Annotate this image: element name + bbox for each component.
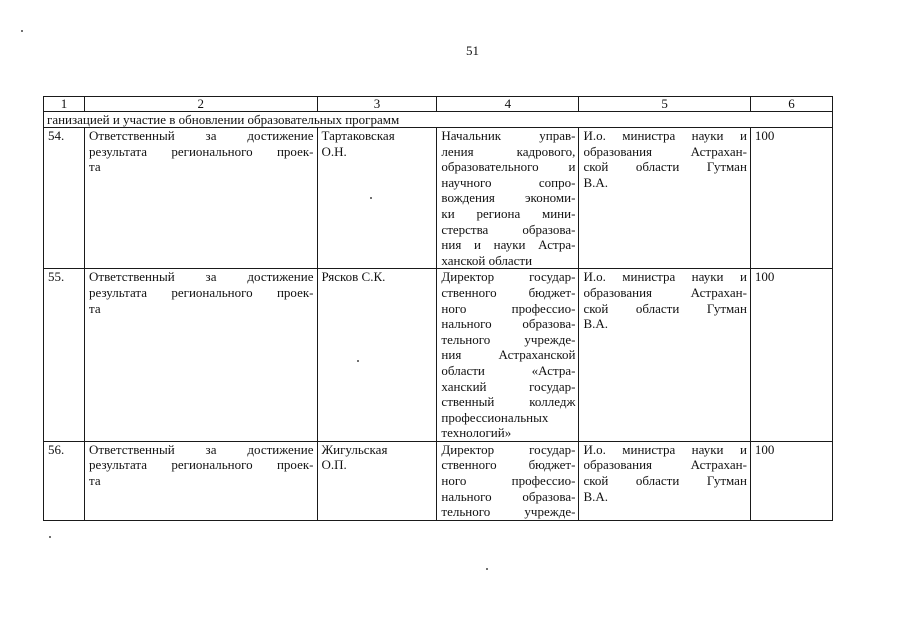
position-line: ственного бюджет-	[441, 284, 576, 300]
responsibility-cell	[85, 128, 317, 269]
supervisor-cell	[579, 128, 750, 269]
person-line: Рясков С.К.	[321, 269, 386, 285]
position-line: тельного учрежде-	[441, 504, 576, 520]
responsibility-line: результата регионального проек-	[89, 284, 314, 300]
supervisor-line: ской области Гутман	[583, 159, 747, 175]
supervisor-line: В.А.	[583, 316, 608, 332]
percent-cell: 100	[750, 441, 832, 520]
position-line: Директор государ-	[441, 441, 576, 457]
position-line: ханский государ-	[441, 378, 576, 394]
responsibility-cell	[85, 441, 317, 520]
position-line: профессиональных	[441, 409, 549, 425]
responsibility-line: та	[89, 300, 101, 316]
position-line: ления кадрового,	[441, 143, 576, 159]
scan-speck	[21, 30, 23, 32]
table-row	[44, 441, 833, 520]
position-line: ного профессио-	[441, 300, 576, 316]
position-line: ственного бюджет-	[441, 457, 576, 473]
supervisor-line: И.о. министра науки и	[583, 128, 747, 143]
supervisor-line: образования Астрахан-	[583, 457, 747, 473]
person-line: О.Н.	[321, 143, 347, 159]
supervisor-cell	[579, 269, 750, 442]
person-cell	[317, 269, 437, 442]
scan-speck	[370, 197, 372, 199]
responsibility-line: та	[89, 159, 101, 175]
column-header: 5	[579, 97, 750, 112]
supervisor-line: образования Астрахан-	[583, 284, 747, 300]
position-line: ханской области	[441, 252, 533, 268]
position-line: Директор государ-	[441, 269, 576, 285]
position-line: области «Астра-	[441, 362, 576, 378]
scan-speck	[49, 536, 51, 538]
responsibility-line: та	[89, 473, 101, 489]
position-line: ки региона мини-	[441, 205, 576, 221]
position-line: ния и науки Астра-	[441, 237, 576, 253]
supervisor-line: И.о. министра науки и	[583, 441, 747, 457]
responsibility-line: результата регионального проек-	[89, 457, 314, 473]
page-number: 51	[466, 43, 479, 58]
column-header: 4	[437, 97, 579, 112]
column-header: 6	[750, 97, 832, 112]
person-line: Жигульская	[321, 441, 388, 457]
position-line: нального образова-	[441, 316, 576, 332]
table-row	[44, 128, 833, 269]
row-number: 54.	[44, 128, 85, 269]
position-line: образовательного и	[441, 159, 576, 175]
position-cell	[437, 128, 579, 269]
position-line: ния Астраханской	[441, 347, 576, 363]
responsibility-line: результата регионального проек-	[89, 143, 314, 159]
supervisor-line: ской области Гутман	[583, 300, 747, 316]
responsibility-line: Ответственный за достижение	[89, 441, 314, 457]
supervisor-line: И.о. министра науки и	[583, 269, 747, 285]
document-table	[43, 96, 833, 521]
position-line: нального образова-	[441, 488, 576, 504]
responsibility-cell	[85, 269, 317, 442]
table-row	[44, 269, 833, 442]
section-title-row	[44, 112, 833, 128]
row-number: 56.	[44, 441, 85, 520]
scan-speck	[486, 568, 488, 570]
percent-cell: 100	[750, 128, 832, 269]
section-title: ганизацией и участие в обновлении образовательных программ	[44, 112, 833, 128]
person-cell	[317, 128, 437, 269]
supervisor-line: В.А.	[583, 174, 608, 190]
supervisor-line: В.А.	[583, 488, 608, 504]
position-line: тельного учрежде-	[441, 331, 576, 347]
position-cell	[437, 269, 579, 442]
supervisor-line: ской области Гутман	[583, 473, 747, 489]
position-line: ственный колледж	[441, 394, 576, 410]
column-header: 1	[44, 97, 85, 112]
responsibility-line: Ответственный за достижение	[89, 128, 314, 143]
person-cell	[317, 441, 437, 520]
position-line: вождения экономи-	[441, 190, 576, 206]
position-cell	[437, 441, 579, 520]
responsibility-line: Ответственный за достижение	[89, 269, 314, 285]
position-line: ного профессио-	[441, 473, 576, 489]
position-line: Начальник управ-	[441, 128, 576, 143]
supervisor-cell	[579, 441, 750, 520]
position-line: научного сопро-	[441, 174, 576, 190]
column-header: 3	[317, 97, 437, 112]
person-line: О.П.	[321, 457, 347, 473]
position-line: технологий»	[441, 425, 512, 441]
table-header-row	[44, 97, 833, 112]
scan-speck	[357, 360, 359, 362]
column-header: 2	[85, 97, 317, 112]
row-number: 55.	[44, 269, 85, 442]
person-line: Тартаковская	[321, 128, 395, 143]
percent-cell: 100	[750, 269, 832, 442]
supervisor-line: образования Астрахан-	[583, 143, 747, 159]
position-line: стерства образова-	[441, 221, 576, 237]
